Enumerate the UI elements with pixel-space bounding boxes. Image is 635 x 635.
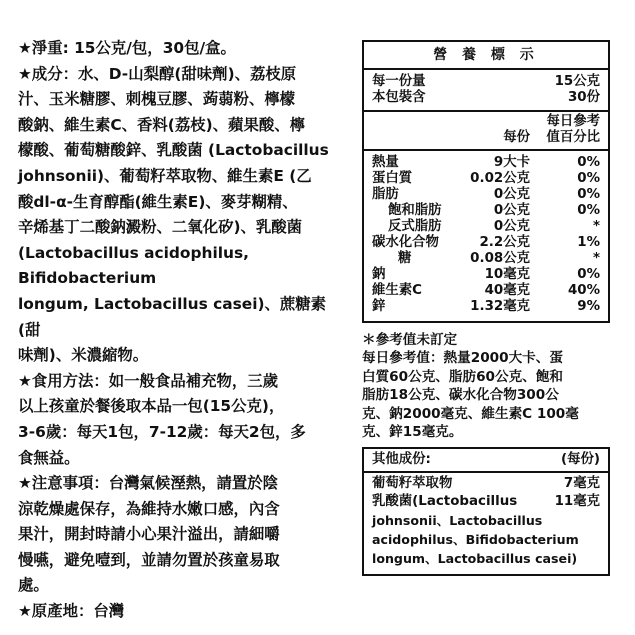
nutrition-title: 營 養 標 示	[364, 42, 608, 70]
nutrient-row: 蛋白質 0.02公克 0%	[372, 171, 600, 186]
other-title: 其他成份:	[372, 452, 431, 468]
cautions: ★注意事項：台灣氣候溼熱，請置於陰 涼乾燥處保存，為維持水嫩口感，內含 果汁，開封時請小心果汁溢出，請細嚼 慢嚥，避免噎到，並請勿置於孩童易取 處。	[18, 474, 280, 595]
nutrient-row: 鋅 1.32毫克 9%	[372, 299, 600, 314]
other-header	[364, 449, 608, 473]
usage-instructions: ★食用方法：如一般食品補充物，三歲 以上孩童於餐後取本品一包(15公克)， 3-6歲：每天1包，7-12歲：每天2包，多 食無益。	[18, 371, 306, 467]
reference-values	[362, 331, 610, 441]
nutrient-row: 維生素C 40毫克 40%	[372, 283, 600, 298]
other-row-continued: johnsonii、Lactobacillus acidophilus、Bifidobacterium longum、Lactobacillus casei)	[372, 513, 579, 567]
other-ingredients-table	[362, 447, 610, 576]
product-info-text	[18, 36, 348, 625]
nutrition-panel	[362, 40, 610, 576]
reference-text: 每日參考值：熱量2000大卡、蛋 白質60公克、脂肪60公克、飽和 脂肪18公克、碳水化合物300公 克、鈉2000毫克、維生素C 100毫 克、鋅15毫克。	[362, 350, 579, 441]
serving-value: 15公克	[554, 74, 600, 89]
per-serving-header: 每份	[503, 130, 530, 145]
daily-value-header: 每日參考 值百分比	[546, 114, 600, 145]
origin: ★原產地：台灣	[18, 602, 125, 621]
other-row: 葡萄籽萃取物 7毫克	[372, 476, 600, 492]
serving-info	[364, 70, 608, 112]
nutrient-row: 脂肪 0公克 0%	[372, 187, 600, 202]
other-row: 乳酸菌(Lactobacillus 11毫克	[372, 494, 600, 510]
servings-value: 30份	[567, 90, 600, 105]
nutrient-row: 糖 0.08公克 *	[398, 251, 600, 266]
net-weight: ★淨重: 15公克/包，30包/盒。	[18, 39, 236, 57]
nutrient-row: 碳水化合物 2.2公克 1%	[372, 235, 600, 250]
column-header	[364, 112, 608, 151]
other-body	[364, 473, 608, 574]
nutrient-row: 鈉 10毫克 0%	[372, 267, 600, 282]
serving-label: 每一份量	[372, 74, 426, 89]
reference-note: ＊參考值未訂定	[362, 332, 458, 348]
other-unit: (每份)	[560, 452, 600, 468]
nutrient-row: 飽和脂肪 0公克 0%	[388, 203, 600, 218]
nutrition-facts-table	[362, 40, 610, 323]
ingredients: ★成分：水、D-山梨醇(甜味劑)、荔枝原 汁、玉米糖膠、刺槐豆膠、蒟蒻粉、檸檬 酸鈉、維生素C、香料(荔枝)、蘋果酸、檸 檬酸、葡萄糖酸鋅、乳酸菌 (Lactobacillus johnsonii)、葡萄籽萃取物、維生素E (乙 酸dl-α-生育醇酯(維生素E)、麥芽糊精、 辛烯基丁二酸鈉澱粉、二氧化矽)、乳酸菌 (Lactobacillus acidophilus, Bifidobacterium longum, Lactobacillus casei)、蔗糖素(甜 味劑)、米濃縮物。	[18, 64, 329, 365]
nutrient-rows	[364, 151, 608, 321]
servings-label: 本包裝含	[372, 90, 426, 105]
nutrient-row: 反式脂肪 0公克 *	[388, 219, 600, 234]
nutrient-row: 熱量 9大卡 0%	[372, 155, 600, 170]
